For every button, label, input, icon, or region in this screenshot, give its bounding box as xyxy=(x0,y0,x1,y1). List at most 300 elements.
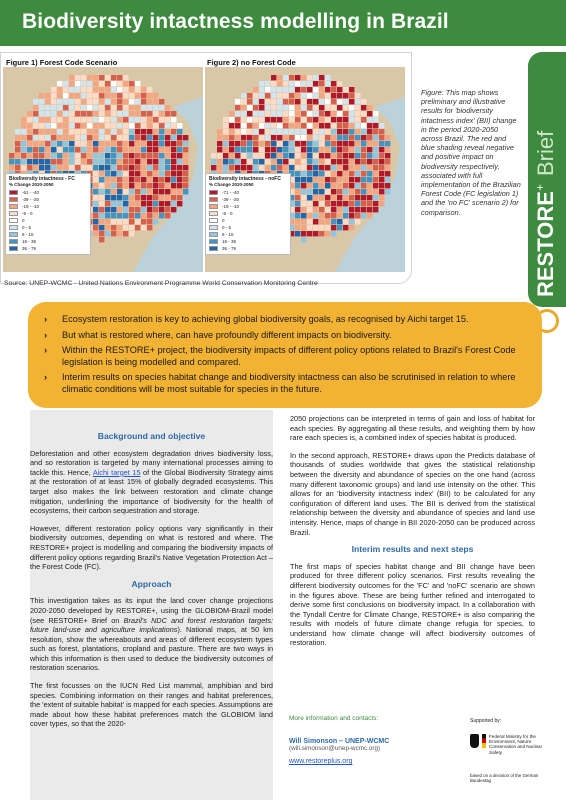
map-cell xyxy=(241,123,246,128)
map-cell xyxy=(307,177,312,182)
heading-background: Background and objective xyxy=(97,431,206,441)
map-cell xyxy=(51,159,56,164)
map-cell xyxy=(117,87,122,92)
map-cell xyxy=(63,153,68,158)
map-cell xyxy=(171,159,176,164)
map-cell xyxy=(319,213,324,218)
map-cell xyxy=(313,93,318,98)
map-cell xyxy=(319,219,324,224)
map-cell xyxy=(235,117,240,122)
map-cell xyxy=(87,153,92,158)
map-cell xyxy=(57,87,62,92)
map-cell xyxy=(75,117,80,122)
map-cell xyxy=(367,177,372,182)
map-cell xyxy=(171,111,176,116)
map-cell xyxy=(277,81,282,86)
map-cell xyxy=(367,147,372,152)
map-cell xyxy=(367,117,372,122)
website-link[interactable]: www.restoreplus.org xyxy=(289,758,353,765)
map-cell xyxy=(129,129,134,134)
map-cell xyxy=(355,141,360,146)
figure-1-legend-subtitle: % Change 2020-2050 xyxy=(9,182,54,187)
map-cell xyxy=(135,195,140,200)
map-cell xyxy=(69,117,74,122)
map-cell xyxy=(153,147,158,152)
map-cell xyxy=(253,141,258,146)
map-cell xyxy=(69,165,74,170)
map-cell xyxy=(307,159,312,164)
map-cell xyxy=(367,159,372,164)
map-cell xyxy=(289,129,294,134)
map-cell xyxy=(289,111,294,116)
map-cell xyxy=(361,153,366,158)
map-cell xyxy=(27,123,32,128)
map-cell xyxy=(75,75,80,80)
map-cell xyxy=(301,117,306,122)
map-cell xyxy=(235,105,240,110)
bullet-icon: › xyxy=(44,372,48,382)
map-cell xyxy=(99,141,104,146)
map-cell xyxy=(75,129,80,134)
map-cell xyxy=(301,189,306,194)
map-cell xyxy=(361,99,366,104)
map-cell xyxy=(343,201,348,206)
map-cell xyxy=(99,129,104,134)
map-cell xyxy=(385,177,390,182)
legend-label: -9 - 0 xyxy=(22,211,33,216)
map-cell xyxy=(147,165,152,170)
map-cell xyxy=(93,171,98,176)
map-cell xyxy=(141,99,146,104)
map-cell xyxy=(313,177,318,182)
map-cell xyxy=(57,135,62,140)
map-cell xyxy=(153,141,158,146)
map-cell xyxy=(39,141,44,146)
map-cell xyxy=(171,147,176,152)
map-cell xyxy=(105,141,110,146)
map-cell xyxy=(241,111,246,116)
map-cell xyxy=(153,123,158,128)
map-cell xyxy=(241,159,246,164)
map-cell xyxy=(307,141,312,146)
map-cell xyxy=(159,171,164,176)
map-cell xyxy=(27,117,32,122)
map-cell xyxy=(361,207,366,212)
map-cell xyxy=(165,153,170,158)
map-cell xyxy=(235,141,240,146)
contact-name: Will Simonson – UNEP-WCMC xyxy=(289,738,390,745)
map-cell xyxy=(99,237,104,242)
map-cell xyxy=(253,159,258,164)
map-cell xyxy=(313,159,318,164)
map-cell xyxy=(379,135,384,140)
map-cell xyxy=(331,141,336,146)
map-cell xyxy=(229,159,234,164)
map-cell xyxy=(57,159,62,164)
map-cell xyxy=(217,129,222,134)
legend-swatch xyxy=(9,211,18,216)
map-cell xyxy=(81,153,86,158)
map-cell xyxy=(33,111,38,116)
map-cell xyxy=(349,153,354,158)
map-cell xyxy=(81,111,86,116)
map-cell xyxy=(301,237,306,242)
map-cell xyxy=(373,117,378,122)
map-cell xyxy=(105,81,110,86)
map-cell xyxy=(141,189,146,194)
map-cell xyxy=(105,111,110,116)
map-cell xyxy=(15,165,20,170)
map-cell xyxy=(325,219,330,224)
map-cell xyxy=(343,99,348,104)
map-cell xyxy=(235,123,240,128)
map-cell xyxy=(63,87,68,92)
map-cell xyxy=(27,129,32,134)
map-cell xyxy=(319,105,324,110)
legend-entry xyxy=(209,245,287,252)
map-cell xyxy=(63,141,68,146)
map-cell xyxy=(385,153,390,158)
map-cell xyxy=(111,195,116,200)
map-cell xyxy=(349,99,354,104)
map-cell xyxy=(99,117,104,122)
map-cell xyxy=(319,225,324,230)
map-cell xyxy=(123,75,128,80)
map-cell xyxy=(147,129,152,134)
map-cell xyxy=(135,183,140,188)
map-cell xyxy=(373,165,378,170)
map-cell xyxy=(51,93,56,98)
map-cell xyxy=(325,159,330,164)
map-cell xyxy=(331,117,336,122)
map-cell xyxy=(111,99,116,104)
map-cell xyxy=(337,111,342,116)
map-cell xyxy=(385,183,390,188)
map-cell xyxy=(337,165,342,170)
map-cell xyxy=(111,135,116,140)
map-cell xyxy=(355,201,360,206)
map-cell xyxy=(331,123,336,128)
legend-label: -61 - -40 xyxy=(22,190,40,195)
map-cell xyxy=(147,105,152,110)
map-cell xyxy=(45,93,50,98)
map-cell xyxy=(183,171,188,176)
map-cell xyxy=(253,165,258,170)
aichi-target-link[interactable]: Aichi target 15 xyxy=(92,467,141,477)
map-cell xyxy=(295,87,300,92)
map-cell xyxy=(147,201,152,206)
map-cell xyxy=(289,75,294,80)
map-cell xyxy=(247,99,252,104)
map-cell xyxy=(135,141,140,146)
map-cell xyxy=(123,165,128,170)
map-cell xyxy=(271,147,276,152)
map-cell xyxy=(165,135,170,140)
map-cell xyxy=(93,225,98,230)
map-cell xyxy=(271,81,276,86)
map-cell xyxy=(295,177,300,182)
map-cell xyxy=(69,135,74,140)
map-cell xyxy=(253,147,258,152)
map-cell xyxy=(367,207,372,212)
map-cell xyxy=(51,135,56,140)
map-cell xyxy=(27,147,32,152)
map-cell xyxy=(177,183,182,188)
map-cell xyxy=(301,177,306,182)
map-cell xyxy=(289,159,294,164)
map-cell xyxy=(111,111,116,116)
map-cell xyxy=(171,129,176,134)
legend-swatch xyxy=(209,204,218,209)
map-cell xyxy=(147,111,152,116)
map-cell xyxy=(367,123,372,128)
map-cell xyxy=(75,99,80,104)
legend-entry xyxy=(209,203,287,210)
map-cell xyxy=(253,99,258,104)
map-cell xyxy=(105,219,110,224)
map-cell xyxy=(325,171,330,176)
contact-email[interactable]: (will.simonson@unep-wcmc.org) xyxy=(289,745,381,752)
map-cell xyxy=(45,99,50,104)
map-cell xyxy=(373,201,378,206)
map-cell xyxy=(159,201,164,206)
map-cell xyxy=(355,183,360,188)
legend-label: 36 - 79 xyxy=(22,246,37,251)
map-cell xyxy=(313,87,318,92)
map-cell xyxy=(295,129,300,134)
legend-label: -71 - -40 xyxy=(222,190,240,195)
map-cell xyxy=(253,93,258,98)
map-cell xyxy=(229,141,234,146)
map-cell xyxy=(349,93,354,98)
map-cell xyxy=(93,105,98,110)
map-cell xyxy=(295,105,300,110)
supported-by xyxy=(470,718,560,783)
map-cell xyxy=(111,93,116,98)
map-cell xyxy=(69,93,74,98)
map-cell xyxy=(153,159,158,164)
map-cell xyxy=(361,147,366,152)
map-cell xyxy=(111,117,116,122)
map-cell xyxy=(165,165,170,170)
map-cell xyxy=(123,201,128,206)
map-cell xyxy=(325,177,330,182)
map-cell xyxy=(93,141,98,146)
brand-brief: Brief xyxy=(533,130,558,177)
map-cell xyxy=(93,129,98,134)
map-cell xyxy=(271,105,276,110)
map-cell xyxy=(87,165,92,170)
map-cell xyxy=(319,129,324,134)
map-cell xyxy=(153,99,158,104)
map-cell xyxy=(313,81,318,86)
map-cell xyxy=(331,111,336,116)
map-cell xyxy=(105,75,110,80)
map-cell xyxy=(123,87,128,92)
legend-entry xyxy=(9,245,87,252)
map-cell xyxy=(289,105,294,110)
map-cell xyxy=(33,117,38,122)
map-cell xyxy=(301,231,306,236)
legend-label: 0 xyxy=(222,218,225,223)
map-cell xyxy=(87,135,92,140)
map-cell xyxy=(313,135,318,140)
map-cell xyxy=(355,213,360,218)
supported-by-label: Supported by: xyxy=(470,718,502,724)
map-cell xyxy=(81,141,86,146)
map-cell xyxy=(325,75,330,80)
map-cell xyxy=(325,165,330,170)
map-cell xyxy=(349,225,354,230)
map-cell xyxy=(93,147,98,152)
map-cell xyxy=(313,141,318,146)
map-cell xyxy=(331,159,336,164)
map-cell xyxy=(307,189,312,194)
map-cell xyxy=(373,141,378,146)
map-cell xyxy=(93,231,98,236)
map-cell xyxy=(361,141,366,146)
map-cell xyxy=(81,75,86,80)
map-cell xyxy=(361,159,366,164)
map-cell xyxy=(93,183,98,188)
map-cell xyxy=(313,105,318,110)
map-cell xyxy=(313,75,318,80)
text: of the Global Biodiversity Strategy aims at the restoration of at least 15% of globally degraded ecosystems. This target also makes the link between restoration and climate change mitigation, underlining the importance of biodiversity for the health of ecosystems, their carbon sequestration and storage. xyxy=(30,467,273,516)
map-cell xyxy=(277,147,282,152)
map-cell xyxy=(355,189,360,194)
legend-label: -39 - -20 xyxy=(22,197,40,202)
map-cell xyxy=(283,147,288,152)
map-cell xyxy=(301,183,306,188)
map-cell xyxy=(331,225,336,230)
map-cell xyxy=(75,93,80,98)
map-cell xyxy=(253,87,258,92)
map-cell xyxy=(39,129,44,134)
map-cell xyxy=(271,159,276,164)
paragraph-approach-1 xyxy=(30,596,273,673)
map-cell xyxy=(57,111,62,116)
key-message-text: But what is restored where, can have profoundly different impacts on biodiversity. xyxy=(62,329,392,340)
map-cell xyxy=(295,123,300,128)
bullet-icon: › xyxy=(44,314,48,324)
map-cell xyxy=(135,111,140,116)
map-cell xyxy=(337,183,342,188)
map-cell xyxy=(349,111,354,116)
map-cell xyxy=(259,81,264,86)
map-cell xyxy=(325,135,330,140)
map-cell xyxy=(325,225,330,230)
map-cell xyxy=(211,153,216,158)
map-cell xyxy=(277,165,282,170)
map-cell xyxy=(135,147,140,152)
map-cell xyxy=(355,147,360,152)
map-cell xyxy=(57,165,62,170)
map-cell xyxy=(87,129,92,134)
map-cell xyxy=(265,93,270,98)
legend-label: -19 - -10 xyxy=(222,204,240,209)
map-cell xyxy=(295,99,300,104)
map-cell xyxy=(9,165,14,170)
map-cell xyxy=(373,129,378,134)
map-cell xyxy=(111,189,116,194)
map-cell xyxy=(319,153,324,158)
map-cell xyxy=(343,189,348,194)
map-cell xyxy=(111,129,116,134)
map-cell xyxy=(147,159,152,164)
map-cell xyxy=(277,75,282,80)
map-cell xyxy=(81,135,86,140)
map-cell xyxy=(289,81,294,86)
map-cell xyxy=(75,141,80,146)
map-cell xyxy=(123,93,128,98)
map-cell xyxy=(63,135,68,140)
map-cell xyxy=(361,189,366,194)
map-cell xyxy=(373,183,378,188)
map-cell xyxy=(105,225,110,230)
map-cell xyxy=(21,117,26,122)
map-cell xyxy=(319,177,324,182)
map-cell xyxy=(147,141,152,146)
map-cell xyxy=(165,195,170,200)
map-cell xyxy=(165,201,170,206)
map-cell xyxy=(99,177,104,182)
map-cell xyxy=(123,141,128,146)
map-cell xyxy=(361,135,366,140)
key-message-text: Ecosystem restoration is key to achieving global biodiversity goals, as recognised by Aichi target 15. xyxy=(62,314,469,324)
map-cell xyxy=(343,135,348,140)
map-cell xyxy=(319,159,324,164)
map-cell xyxy=(301,111,306,116)
map-cell xyxy=(295,201,300,206)
map-cell xyxy=(165,159,170,164)
map-cell xyxy=(63,105,68,110)
map-cell xyxy=(159,99,164,104)
legend-entry xyxy=(209,196,287,203)
map-cell xyxy=(141,225,146,230)
brand-name: RESTORE xyxy=(533,191,558,297)
map-cell xyxy=(379,189,384,194)
map-cell xyxy=(159,153,164,158)
map-cell xyxy=(135,225,140,230)
map-cell xyxy=(379,183,384,188)
map-cell xyxy=(259,141,264,146)
map-cell xyxy=(111,147,116,152)
map-cell xyxy=(331,165,336,170)
map-cell xyxy=(123,153,128,158)
map-cell xyxy=(57,123,62,128)
map-cell xyxy=(93,165,98,170)
figure-1-legend-title: Biodiversity intactness - FC xyxy=(9,176,75,182)
map-cell xyxy=(93,219,98,224)
map-cell xyxy=(295,75,300,80)
map-cell xyxy=(307,93,312,98)
map-cell xyxy=(171,123,176,128)
map-cell xyxy=(367,135,372,140)
map-cell xyxy=(111,81,116,86)
map-cell xyxy=(111,123,116,128)
map-cell xyxy=(117,195,122,200)
map-cell xyxy=(111,105,116,110)
map-cell xyxy=(265,165,270,170)
map-cell xyxy=(135,219,140,224)
map-cell xyxy=(283,81,288,86)
map-cell xyxy=(117,147,122,152)
map-cell xyxy=(141,183,146,188)
map-cell xyxy=(259,93,264,98)
map-cell xyxy=(253,135,258,140)
map-cell xyxy=(235,165,240,170)
map-cell xyxy=(111,141,116,146)
